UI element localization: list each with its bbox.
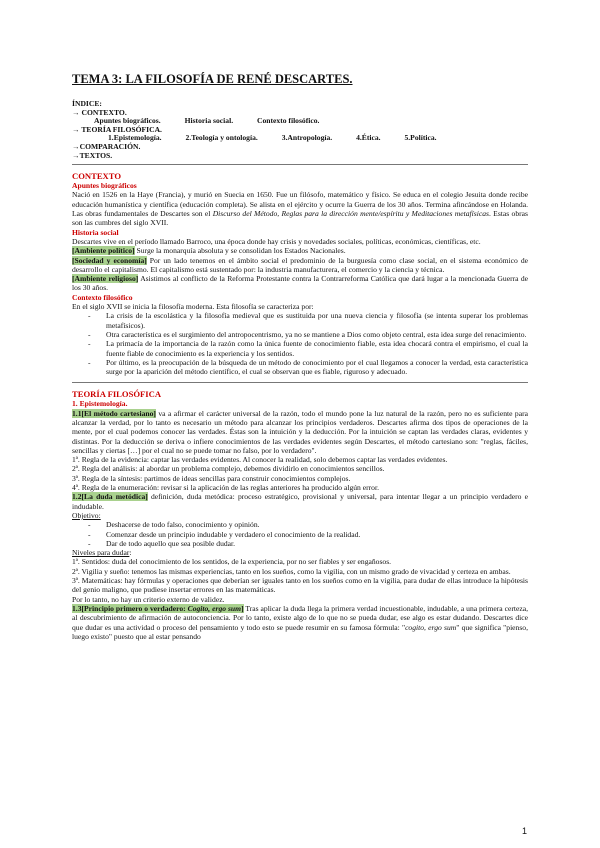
paragraph-contexto-filosofico: En el siglo XVII se inicia la filosofía moderna. Esta filosofía se caracteriza por: xyxy=(72,302,314,312)
index-label: ÍNDICE: xyxy=(72,99,102,108)
paragraph-bio xyxy=(72,190,528,227)
paragraph-cogito xyxy=(72,604,528,641)
index-item: Contexto filosófico. xyxy=(257,116,320,126)
index-contexto: → CONTEXTO. xyxy=(72,107,127,117)
index-item: Apuntes biográficos. xyxy=(94,116,161,126)
document-title: TEMA 3: LA FILOSOFÍA DE RENÉ DESCARTES. xyxy=(72,72,353,86)
index-item: Historia social. xyxy=(184,116,234,126)
text-run-italic: cogito, ergo sum xyxy=(405,622,457,632)
list-item: - La primacía de la importancia de la razón como la única fuente de conocimiento fiable, esta idea chocará contra el empirismo, el cual la fuente fiable de conocimiento es la experiencia y los sentidos. xyxy=(106,339,528,358)
list-item: - La crisis de la escolástica y la filosofía medieval que es sustituida por una nueva ciencia y filosofía (se intenta superar los problemas metafísicos). xyxy=(106,311,528,330)
paragraph-ambiente-politico xyxy=(72,246,528,255)
index-item: 2.Teología y ontología. xyxy=(185,133,258,143)
list-item: - Dar de todo aquello que sea posible dudar. xyxy=(106,539,528,548)
page-content xyxy=(72,72,528,641)
list-item: - Por último, es la preocupación de la búsqueda de un método de conocimiento por el cual llegamos a conocer la verdad, esta característica surge por la aparición del método científico, el cual se observan que es fiable, riguroso y adecuado. xyxy=(106,358,528,377)
objetivo-label xyxy=(72,511,528,520)
rule-line: 2ª. Regla del análisis: al abordar un problema complejo, debemos dividirlo en conocimientos sencillos. xyxy=(72,464,385,474)
paragraph-duda-metodica xyxy=(72,492,528,511)
paragraph-metodo-cartesiano xyxy=(72,409,528,455)
text-run-italic: Cogito, ergo sum xyxy=(187,603,242,613)
text-run: . Estas obras son las cumbres del siglo XVII. xyxy=(72,209,528,228)
subsection-epistemologia: 1. Epistemología. xyxy=(72,399,128,409)
text-run: : xyxy=(129,548,132,558)
text-run: Nació en 1526 en la Haye (Francia), y murió en Suecia en 1650. Fue un filósofo, matemático y físico. Se educa en el colegio Jesuita donde recibe educación humanística y científica (educación completa). Se alista en el ejército y ocurre la Guerra de los 30 años. Termina afincándose en Holanda. Las obras fundamentales de Descartes son el xyxy=(72,190,528,219)
index-block xyxy=(72,100,528,160)
text-run: Niveles para dudar xyxy=(72,548,130,558)
index-item: 3.Antropología. xyxy=(281,133,333,143)
subsection-historia: Historia social xyxy=(72,227,119,237)
page-number: 1 xyxy=(521,826,527,836)
index-comparacion: →COMPARACIÓN. xyxy=(72,141,141,151)
highlight-label: [Ambiente religioso] xyxy=(72,274,139,284)
text-run: definición, duda metódica: proceso estratégico, provisional y universal, para intentar llegar a un principio verdadero e indudable. xyxy=(72,492,528,511)
text-run-italic: Discurso del Método, Reglas para la dirección mente/espíritu y Meditaciones metafísicas xyxy=(212,209,489,219)
index-teoria-items xyxy=(72,134,528,143)
list-item: - Comenzar desde un principio indudable y verdadero el conocimiento de la realidad. xyxy=(106,530,528,539)
index-item: 1.Epistemología. xyxy=(108,133,162,143)
divider xyxy=(72,164,528,165)
index-teoria: → TEORÍA FILOSÓFICA. xyxy=(72,124,162,134)
paragraph-ambiente-religioso xyxy=(72,274,528,293)
subsection-bio: Apuntes biográficos xyxy=(72,181,137,191)
niveles-conclusion: Por lo tanto, no hay un criterio externo de validez. xyxy=(72,594,225,604)
rule-line: 4ª. Regla de la enumeración: revisar si la aplicación de las reglas anteriores ha producido algún error. xyxy=(72,483,379,493)
text-run: 1.3[Principio primero o verdadero: xyxy=(72,603,188,613)
nivel-line: 1ª. Sentidos: duda del conocimiento de los sentidos, de la experiencia, por no ser fiables y ser engañosos. xyxy=(72,557,392,567)
section-heading-teoria: TEORÍA FILOSÓFICA xyxy=(72,389,162,400)
text-run: Tras aplicar la duda llega la primera verdad incuestionable, indudable, a una primera certeza, al descubrimiento de afirmación de autoconciencia. Por lo tanto, existe algo de lo que no se pueda dudar, ese algo es estar dudando. Descartes dice que dudar es una actividad o proceso del pensamiento y todo esto se puede resumir en su famosa fórmula: " xyxy=(72,603,528,632)
list-objetivo xyxy=(72,520,528,548)
index-item: 5.Política. xyxy=(404,133,437,143)
highlight-label: [Sociedad y economía] xyxy=(72,255,147,265)
paragraph-historia: Descartes vive en el período llamado Barroco, una época donde hay crisis y novedades sociales, políticas, económicas, científicas, etc. xyxy=(72,236,481,246)
niveles-label xyxy=(72,548,528,557)
divider xyxy=(72,382,528,383)
text-run: Objetivo: xyxy=(72,510,101,520)
nivel-line: 3ª. Matemáticas: hay fórmulas y operaciones que deberían ser iguales tanto en los sueños como en la vigilia, para dudar de ellas introduce la hipótesis del genio maligno, que pudiese insertar errores en las matemáticas. xyxy=(72,576,528,595)
subsection-contexto-filosofico: Contexto filosófico xyxy=(72,292,133,302)
paragraph-sociedad-economia xyxy=(72,256,528,275)
rule-line: 1ª. Regla de la evidencia: captar las verdades evidentes. Al conocer la realidad, solo debemos captar las verdades evidentes. xyxy=(72,455,448,465)
text-run: ] xyxy=(241,603,244,613)
nivel-line: 2ª. Vigilia y sueño: tenemos las mismas experiencias, tanto en los sueños, como la vigilia, con un mismo grado de vivacidad y certeza en ambas. xyxy=(72,566,511,576)
list-item: - Deshacerse de todo falso, conocimiento y opinión. xyxy=(106,520,528,529)
index-textos: →TEXTOS. xyxy=(72,150,113,160)
highlight-label: 1.1[El método cartesiano] xyxy=(72,408,156,418)
section-heading-contexto: CONTEXTO xyxy=(72,171,122,182)
list-contexto-filosofico xyxy=(72,311,528,376)
highlight-label: 1.2[La duda metódica] xyxy=(72,492,148,502)
index-item: 4.Ética. xyxy=(356,133,381,143)
text-run: va a afirmar el carácter universal de la razón, todo el mundo pone la luz natural de la razón, pero no es suficiente para alcanzar la verdad, por lo tanto es necesario un método para alcanzar los principios verdaderos. Descartes afirma dos tipos de operaciones de la mente, por el cual podemos conocer las verdades. Éstas son la intuición y la deducción. Por la intuición se captan las verdades claras, evidentes y distintas. Por la deducción se deriva o infiere conocimientos de las verdades evidentes según Descartes, el método cartesiano son: "reglas, fáciles, sencillas y ciertas […] por el cual no se puede tomar no falso, por lo verdadero". xyxy=(72,408,528,455)
text-run: Surge la monarquía absoluta y se consolidan los Estados Nacionales. xyxy=(134,246,346,256)
text-run: " que significa "pienso, luego existo" puesto que al estar pensando xyxy=(72,622,529,641)
text-run: Asistimos al conflicto de la Reforma Protestante contra la Contrarreforma Católica que dará lugar a la mencionada Guerra de los 30 años. xyxy=(72,274,528,293)
highlight-label xyxy=(72,604,244,613)
highlight-label: [Ambiente político] xyxy=(72,246,135,256)
rule-line: 3ª. Regla de la síntesis: partimos de ideas sencillas para construir conocimientos complejos. xyxy=(72,473,351,483)
list-item: - Otra característica es el surgimiento del antropocentrismo, ya no se mantiene a Dios como objeto central, esta idea surge del renacimiento. xyxy=(106,330,528,339)
text-run: Por un lado tenemos en el ámbito social el predominio de la burguesía como clase social, en el sistema económico de desarrollo el capitalismo. El capitalismo está sustentado por: la industria manufacturera, el comercio y la ciencia y técnica. xyxy=(72,255,528,274)
